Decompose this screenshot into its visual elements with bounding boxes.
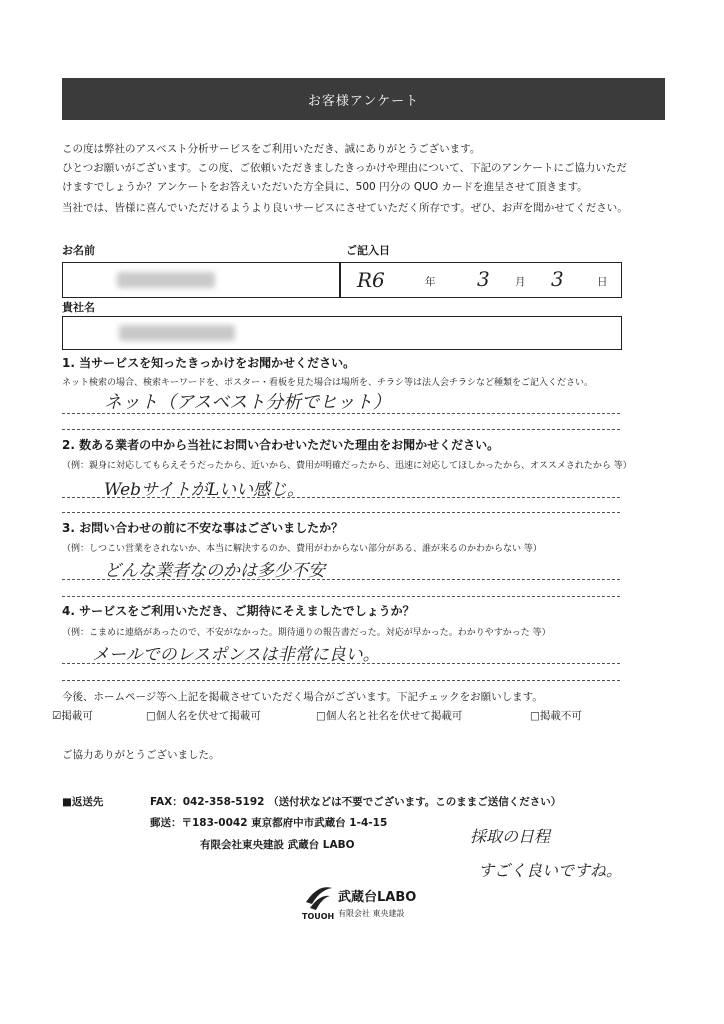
answer-line <box>62 663 620 664</box>
company-label: 貴社名 <box>62 301 95 314</box>
touoh-logo-icon <box>302 882 334 912</box>
answer-line <box>62 680 620 681</box>
question-2-answer: WebサイトがLいい感じ。 <box>104 480 305 500</box>
return-label: ■返送先 <box>62 796 104 808</box>
answer-line <box>62 579 620 580</box>
answer-line <box>62 596 620 597</box>
consent-option-hide-name[interactable]: □個人名を伏せて掲載可 <box>146 710 261 722</box>
return-company: 有限会社東央建設 武蔵台 LABO <box>200 839 355 851</box>
consent-text: 今後、ホームページ等へ上記を掲載させていただく場合がございます。下記チェックをお願いします。 <box>62 691 543 703</box>
answer-line <box>62 413 620 414</box>
survey-title-bar <box>62 78 665 120</box>
redacted-company <box>119 325 235 341</box>
question-1-hint: ネット検索の場合、検索キーワードを、ポスター・看板を見た場合は場所を、チラシ等は法人会チラシなど種類をご記入ください。 <box>62 378 594 388</box>
date-era: R6 <box>357 268 385 292</box>
consent-option-publish[interactable]: ☑掲載可 <box>52 710 93 722</box>
question-3: 3. お問い合わせの前に不安な事はございましたか？ <box>62 521 344 535</box>
question-4-answer: メールでのレスポンスは非常に良い。 <box>92 645 380 665</box>
answer-line <box>62 512 620 513</box>
name-label: お名前 <box>62 244 95 257</box>
redacted-name <box>117 272 215 288</box>
footer-logo-sub: TOUOH <box>302 912 335 921</box>
question-2: 2. 数ある業者の中から当社にお問い合わせいただいた理由をお聞かせください。 <box>62 438 500 452</box>
intro-line-2: ひとつお願いがございます。この度、ご依頼いただきましたきっかけや理由について、下記のアンケートにご協力いただ <box>62 162 627 174</box>
intro-line-4: 当社では、皆様に喜んでいただけるようより良いサービスにさせていただく所存です。ぜひ、お声を聞かせてください。 <box>62 202 628 214</box>
question-2-hint: （例：親身に対応してもらえそうだったから、近いから、費用が明確だったから、迅速に対応してほしかったから、オススメされたから 等） <box>62 461 632 471</box>
question-4: 4. サービスをご利用いただき、ご期待にそえましたでしょうか？ <box>62 604 415 618</box>
intro-line-1: この度は弊社のアスベスト分析サービスをご利用いただき、誠にありがとうございます。 <box>62 143 481 155</box>
return-fax: FAX：042-358-5192 （送付状などは不要でございます。このままご送信ください） <box>150 796 562 808</box>
company-field[interactable] <box>62 316 622 350</box>
date-month: 3 <box>477 267 490 291</box>
consent-option-hide-name-company[interactable]: □個人名と社名を伏せて掲載可 <box>316 710 463 722</box>
footer-logo-name: 武蔵台LABO <box>338 890 417 905</box>
question-1-answer: ネット（アスベスト分析でヒット） <box>104 392 391 413</box>
question-4-hint: （例：こまめに連絡があったので、不安がなかった。期待通りの報告書だった。対応が早かった。わかりやすかった 等） <box>62 628 551 638</box>
name-field[interactable] <box>62 262 340 298</box>
date-year-unit: 年 <box>425 276 436 288</box>
handwritten-note-line-1: 採取の日程 <box>470 827 551 846</box>
date-day-unit: 日 <box>597 276 608 288</box>
footer-logo <box>302 882 442 924</box>
date-field[interactable] <box>340 262 622 298</box>
question-3-answer: どんな業者なのかは多少不安 <box>104 561 325 581</box>
answer-line <box>62 497 620 498</box>
survey-title: お客様アンケート <box>307 93 420 109</box>
return-mail: 郵送：〒183-0042 東京都府中市武蔵台 1-4-15 <box>150 817 388 829</box>
date-day: 3 <box>551 267 564 291</box>
question-1: 1. 当サービスを知ったきっかけをお聞かせください。 <box>62 356 356 370</box>
question-3-hint: （例：しつこい営業をされないか、本当に解決するのか、費用がわからない部分がある、誰が来るのかわからない 等） <box>62 544 542 554</box>
answer-line <box>62 429 620 430</box>
handwritten-note-line-2: すごく良いですね。 <box>478 861 623 880</box>
date-label: ご記入日 <box>346 244 390 257</box>
footer-logo-company: 有限会社 東央建設 <box>338 909 405 918</box>
date-month-unit: 月 <box>515 276 526 288</box>
consent-option-no-publish[interactable]: □掲載不可 <box>530 710 582 722</box>
thanks-text: ご協力ありがとうございました。 <box>62 749 220 761</box>
intro-line-3: けますでしょうか？アンケートをお答えいただいた方全員に、500 円分の QUO カードを進呈させて頂きます。 <box>62 181 588 193</box>
